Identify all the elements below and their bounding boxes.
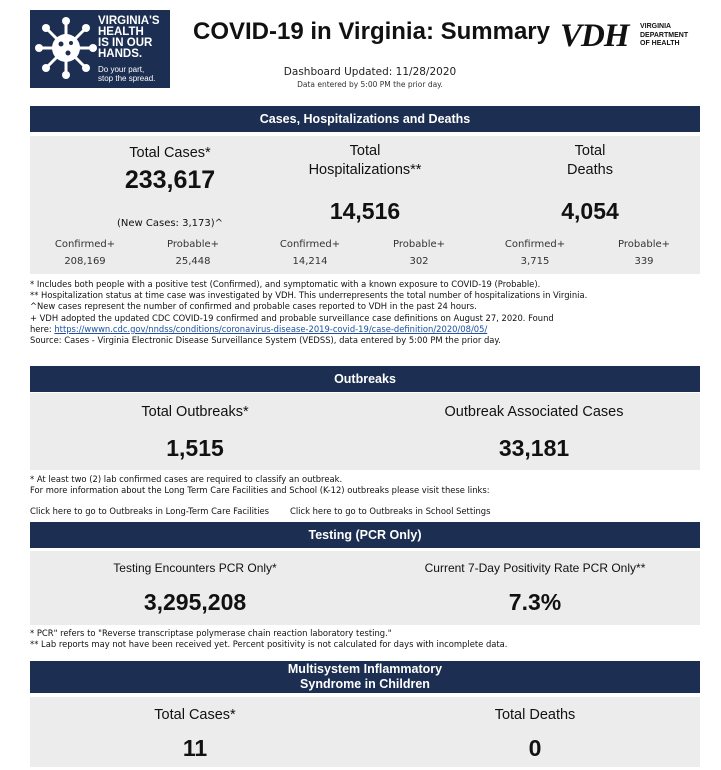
cases-panel bbox=[30, 136, 700, 274]
hosp-probable-label: Probable+ bbox=[393, 239, 445, 250]
vdh-logo bbox=[560, 20, 695, 54]
deaths-confirmed-value: 3,715 bbox=[520, 256, 550, 267]
ltc-outbreaks-link[interactable]: Click here to go to Outbreaks in Long-Term Care Facilities bbox=[30, 506, 270, 516]
logo-line: VIRGINIA'S bbox=[98, 15, 160, 27]
testing-encounters-value: 3,295,208 bbox=[143, 589, 247, 615]
source-note: Source: Cases - Virginia Electronic Disease Surveillance System (VEDSS), data entered by 5:00 PM the prior day. bbox=[30, 335, 501, 346]
outbreaks-panel bbox=[30, 393, 700, 470]
cases-section-header: Cases, Hospitalizations and Deaths bbox=[30, 106, 700, 132]
misc-total-cases-value: 11 bbox=[182, 735, 208, 761]
footnote: ^New cases represent the number of confirmed and probable cases reported to VDH in the past 24 hours. bbox=[30, 301, 477, 312]
cases-probable-label: Probable+ bbox=[167, 239, 219, 250]
hosp-confirmed-label: Confirmed+ bbox=[279, 239, 341, 250]
footnote: ** Lab reports may not have been received yet. Percent positivity is not calculated for days with incomplete data. bbox=[30, 639, 508, 650]
testing-panel bbox=[30, 551, 700, 625]
misc-panel bbox=[30, 697, 700, 767]
deaths-probable-value: 339 bbox=[634, 256, 654, 267]
misc-header-line: Syndrome in Children bbox=[300, 677, 430, 691]
positivity-rate-label: Current 7-Day Positivity Rate PCR Only** bbox=[424, 561, 646, 575]
logo-sub-line: stop the spread. bbox=[98, 74, 156, 83]
cases-confirmed-value: 208,169 bbox=[64, 256, 106, 267]
footnote: * Includes both people with a positive test (Confirmed), and symptomatic with a known exposure to COVID-19 (Probable). bbox=[30, 279, 541, 289]
deaths-label-2: Deaths bbox=[567, 162, 613, 178]
logo-subtext bbox=[98, 65, 170, 83]
hosp-confirmed-value: 14,214 bbox=[292, 256, 328, 267]
vdh-word: OF HEALTH bbox=[640, 40, 680, 47]
misc-total-cases-label: Total Cases* bbox=[154, 707, 236, 723]
misc-total-deaths-value: 0 bbox=[528, 735, 542, 761]
logo-line: IS IN OUR bbox=[98, 37, 153, 49]
data-entered-note: Data entered by 5:00 PM the prior day. bbox=[297, 80, 443, 89]
total-deaths-value: 4,054 bbox=[561, 198, 619, 224]
footnote-prefix: here: bbox=[30, 323, 55, 334]
footnote: + VDH adopted the updated CDC COVID-19 confirmed and probable surveillance case definitions on August 27, 2020. Found bbox=[30, 312, 554, 323]
misc-section-header bbox=[30, 661, 700, 693]
misc-total-deaths-label: Total Deaths bbox=[494, 707, 576, 723]
total-outbreaks-value: 1,515 bbox=[166, 435, 224, 461]
new-cases-value: (New Cases: 3,173)^ bbox=[116, 218, 224, 229]
outbreak-cases-label: Outbreak Associated Cases bbox=[444, 404, 624, 420]
logo-line: HEALTH bbox=[98, 26, 144, 38]
hosp-label-2: Hospitalizations** bbox=[308, 162, 422, 178]
footnote: * PCR" refers to "Reverse transcriptase polymerase chain reaction laboratory testing." bbox=[30, 628, 392, 638]
positivity-rate-value: 7.3% bbox=[508, 589, 562, 615]
vdh-letters: VDH bbox=[560, 18, 629, 54]
testing-section-header: Testing (PCR Only) bbox=[30, 522, 700, 548]
deaths-probable-label: Probable+ bbox=[618, 239, 670, 250]
dashboard-updated: Dashboard Updated: 11/28/2020 bbox=[283, 66, 457, 78]
vdh-words bbox=[640, 23, 688, 49]
footnote bbox=[30, 324, 700, 335]
virus-icon bbox=[34, 14, 98, 80]
deaths-confirmed-label: Confirmed+ bbox=[504, 239, 566, 250]
total-hosp-value: 14,516 bbox=[329, 198, 401, 224]
deaths-label-1: Total bbox=[574, 143, 606, 159]
footnote: * At least two (2) lab confirmed cases are required to classify an outbreak. bbox=[30, 474, 343, 484]
cdc-case-definition-link[interactable]: https://wwwn.cdc.gov/nndss/conditions/coronavirus-disease-2019-covid-19/case-definition/2020/08/05/ bbox=[54, 323, 488, 334]
footnote: ** Hospitalization status at time case was investigated by VDH. This underrepresents the total number of hospitalizations in Virginia. bbox=[30, 290, 588, 301]
outbreaks-section-header: Outbreaks bbox=[30, 366, 700, 392]
cases-confirmed-label: Confirmed+ bbox=[54, 239, 116, 250]
total-outbreaks-label: Total Outbreaks* bbox=[141, 404, 249, 420]
hosp-probable-value: 302 bbox=[409, 256, 429, 267]
school-outbreaks-link[interactable]: Click here to go to Outbreaks in School Settings bbox=[290, 506, 491, 516]
logo-sub-line: Do your part, bbox=[98, 65, 145, 74]
outbreak-cases-value: 33,181 bbox=[498, 435, 570, 461]
testing-encounters-label: Testing Encounters PCR Only* bbox=[113, 561, 277, 575]
vdh-word: DEPARTMENT bbox=[640, 31, 689, 39]
outbreaks-footnotes bbox=[30, 474, 700, 496]
total-cases-value: 233,617 bbox=[124, 166, 216, 194]
logo-text bbox=[98, 16, 168, 60]
cases-probable-value: 25,448 bbox=[175, 256, 211, 267]
total-cases-label: Total Cases* bbox=[129, 145, 211, 161]
vdh-word: VIRGINIA bbox=[640, 23, 672, 30]
testing-footnotes bbox=[30, 628, 700, 650]
footnote: For more information about the Long Term Care Facilities and School (K-12) outbreaks please visit these links: bbox=[30, 485, 490, 496]
cases-footnotes bbox=[30, 279, 700, 346]
logo-line: HANDS. bbox=[98, 48, 143, 60]
virginia-health-logo bbox=[30, 10, 170, 88]
misc-header-line: Multisystem Inflammatory bbox=[287, 662, 443, 676]
hosp-label-1: Total bbox=[349, 143, 381, 159]
page-title: COVID-19 in Virginia: Summary bbox=[193, 18, 550, 45]
